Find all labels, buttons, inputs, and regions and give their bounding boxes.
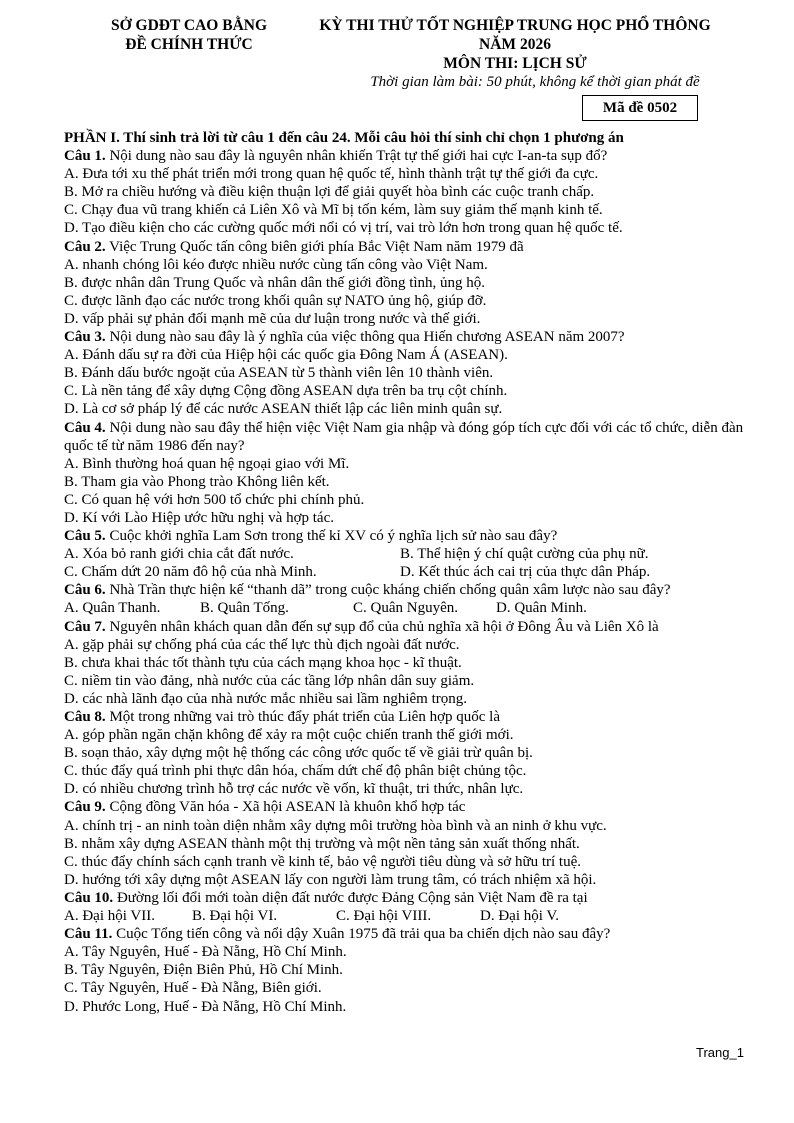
question-text: Nội dung nào sau đây là ý nghĩa của việc thông qua Hiến chương ASEAN năm 2007? <box>105 329 625 346</box>
exam-subject: MÔN THI: LỊCH SỬ <box>443 55 587 72</box>
exam-title: KỲ THI THỬ TỐT NGHIỆP TRUNG HỌC PHỔ THÔNG <box>319 17 711 34</box>
option: C. Tây Nguyên, Huế - Đà Nẵng, Biên giới. <box>64 980 322 997</box>
question-number: Câu 3. <box>64 329 106 346</box>
option: D. Phước Long, Huế - Đà Nẵng, Hồ Chí Minh. <box>64 998 347 1015</box>
option: A. Đánh dấu sự ra đời của Hiệp hội các quốc gia Đông Nam Á (ASEAN). <box>64 347 508 364</box>
option: B. Thể hiện ý chí quật cường của phụ nữ. <box>400 546 649 563</box>
option: A. Quân Thanh. <box>64 600 161 617</box>
question <box>64 581 754 599</box>
option: C. Là nền tảng để xây dựng Cộng đồng ASEAN dựa trên ba trụ cột chính. <box>64 383 508 400</box>
question <box>64 889 754 907</box>
question-text: Cuộc Tổng tiến công và nổi dậy Xuân 1975 đã trải qua ba chiến dịch nào sau đây? <box>112 926 611 943</box>
option: D. Tạo điều kiện cho các cường quốc mới nổi có vị trí, vai trò lớn hơn trong quan hệ quốc tế. <box>64 220 623 237</box>
question <box>64 419 754 455</box>
question <box>64 798 754 816</box>
official-label: ĐỀ CHÍNH THỨC <box>125 36 253 53</box>
question-text: Nhà Trần thực hiện kế “thanh dã” trong cuộc kháng chiến chống quân xâm lược nào sau đây? <box>105 582 671 599</box>
option: C. Có quan hệ với hơn 500 tổ chức phi chính phủ. <box>64 491 365 508</box>
question-number: Câu 7. <box>64 618 106 635</box>
option-row <box>64 907 754 925</box>
option: A. Bình thường hoá quan hệ ngoại giao với Mĩ. <box>64 455 350 472</box>
question <box>64 328 754 346</box>
option: D. các nhà lãnh đạo của nhà nước mắc nhiều sai lầm nghiêm trọng. <box>64 690 468 707</box>
question-text: Một trong những vai trò thúc đẩy phát triển của Liên hợp quốc là <box>105 709 500 725</box>
option: B. Đánh dấu bước ngoặt của ASEAN từ 5 thành viên lên 10 thành viên. <box>64 365 494 382</box>
exam-year: NĂM 2026 <box>479 36 551 53</box>
question <box>64 147 754 165</box>
question-text: Cuộc khởi nghĩa Lam Sơn trong thế kỉ XV có ý nghĩa lịch sử nào sau đây? <box>105 528 558 545</box>
option: B. Tham gia vào Phong trào Không liên kết. <box>64 473 330 490</box>
option: D. Kí với Lào Hiệp ước hữu nghị và hợp tác. <box>64 509 334 526</box>
option: D. có nhiều chương trình hỗ trợ các nước về vốn, kĩ thuật, tri thức, nhân lực. <box>64 781 524 798</box>
option: B. Quân Tống. <box>200 600 289 617</box>
department-name: SỞ GDĐT CAO BẰNG <box>110 17 268 34</box>
exam-body <box>64 129 754 1016</box>
option: C. Chạy đua vũ trang khiến cả Liên Xô và Mĩ bị tốn kém, làm suy giảm thế mạnh kinh tế. <box>64 202 603 219</box>
option: B. chưa khai thác tốt thành tựu của cách mạng khoa học - kĩ thuật. <box>64 654 462 671</box>
question-number: Câu 2. <box>64 238 106 255</box>
option: D. vấp phải sự phản đối mạnh mẽ của dư luận trong nước và thế giới. <box>64 310 481 327</box>
option: B. được nhân dân Trung Quốc và nhân dân thế giới đồng tình, ủng hộ. <box>64 274 486 291</box>
question-number: Câu 1. <box>64 148 106 165</box>
option: A. Đưa tới xu thế phát triển mới trong quan hệ quốc tế, hình thành trật tự thế giới đa cực. <box>64 166 599 183</box>
part-heading: PHẦN I. Thí sinh trả lời từ câu 1 đến câu 24. Mỗi câu hỏi thí sinh chỉ chọn 1 phương án <box>64 130 624 146</box>
option: A. Xóa bỏ ranh giới chia cắt đất nước. <box>64 546 294 563</box>
option: D. Quân Minh. <box>496 600 587 617</box>
question-number: Câu 11. <box>64 926 113 943</box>
question-number: Câu 4. <box>64 419 106 436</box>
question-text: Đường lối đổi mới toàn diện đất nước được Đảng Cộng sản Việt Nam đề ra tại <box>113 889 588 906</box>
question-number: Câu 10. <box>64 889 114 906</box>
option-row <box>64 545 754 563</box>
question <box>64 238 754 256</box>
page-number: Trang_1 <box>696 1045 744 1060</box>
question-text: Nội dung nào sau đây là nguyên nhân khiến Trật tự thế giới hai cực I-an-ta sụp đổ? <box>105 148 608 165</box>
question-number: Câu 6. <box>64 582 106 599</box>
option: A. Tây Nguyên, Huế - Đà Nẵng, Hồ Chí Minh. <box>64 944 347 961</box>
option: B. Tây Nguyên, Điện Biên Phủ, Hồ Chí Minh. <box>64 962 343 979</box>
option: B. nhằm xây dựng ASEAN thành một thị trường và một nền tảng sản xuất thống nhất. <box>64 835 580 852</box>
option: C. thúc đẩy chính sách cạnh tranh về kinh tế, bảo vệ người tiêu dùng và sở hữu trí tuệ. <box>64 853 582 870</box>
option: C. Đại hội VIII. <box>336 908 432 925</box>
question-text: Cộng đồng Văn hóa - Xã hội ASEAN là khuôn khổ hợp tác <box>105 799 466 816</box>
question-number: Câu 9. <box>64 799 106 816</box>
exam-time: Thời gian làm bài: 50 phút, không kể thời gian phát đề <box>370 74 700 90</box>
option: D. Đại hội V. <box>480 908 560 925</box>
question <box>64 618 754 636</box>
option-row <box>64 599 754 617</box>
option: A. nhanh chóng lôi kéo được nhiều nước cùng tấn công vào Việt Nam. <box>64 256 488 273</box>
option: D. Là cơ sở pháp lý để các nước ASEAN thiết lập các liên minh quân sự. <box>64 401 503 418</box>
option: D. Kết thúc ách cai trị của thực dân Pháp. <box>400 564 651 581</box>
question <box>64 527 754 545</box>
option: B. soạn thảo, xây dựng một hệ thống các công ước quốc tế về giải trừ quân bị. <box>64 745 533 762</box>
option: C. Chấm dứt 20 năm đô hộ của nhà Minh. <box>64 564 317 581</box>
option: A. Đại hội VII. <box>64 908 155 925</box>
option: A. góp phần ngăn chặn không để xảy ra một cuộc chiến tranh thế giới mới. <box>64 727 514 744</box>
option: C. thúc đẩy quá trình phi thực dân hóa, chấm dứt chế độ phân biệt chủng tộc. <box>64 763 527 780</box>
option: B. Mở ra chiều hướng và điều kiện thuận lợi để giải quyết hòa bình các cuộc tranh chấp. <box>64 184 595 201</box>
option: A. chính trị - an ninh toàn diện nhằm xây dựng môi trường hòa bình và an ninh ở khu vực. <box>64 817 607 834</box>
option: D. hướng tới xây dựng một ASEAN lấy con người làm trung tâm, có trách nhiệm xã hội. <box>64 871 597 888</box>
question-text: Việc Trung Quốc tấn công biên giới phía Bắc Việt Nam năm 1979 đã <box>105 238 524 255</box>
question-number: Câu 5. <box>64 528 106 545</box>
option: B. Đại hội VI. <box>192 908 278 925</box>
option: A. gặp phải sự chống phá của các thế lực thù địch ngoài đất nước. <box>64 636 460 653</box>
question <box>64 708 754 726</box>
option: C. được lãnh đạo các nước trong khối quân sự NATO ủng hộ, giúp đỡ. <box>64 292 487 309</box>
question-text: Nguyên nhân khách quan dẫn đến sự sụp đổ của chủ nghĩa xã hội ở Đông Âu và Liên Xô là <box>105 618 659 635</box>
question-text: Nội dung nào sau đây thể hiện việc Việt Nam gia nhập và đóng góp tích cực đối với các tổ chức, diễn đàn quốc tế từ năm 1986 đến nay? <box>64 419 744 454</box>
question <box>64 925 754 943</box>
question-number: Câu 8. <box>64 709 106 725</box>
exam-code-box: Mã đề 0502 <box>582 95 698 121</box>
option: C. Quân Nguyên. <box>353 600 458 617</box>
header-left <box>64 16 314 54</box>
option: C. niềm tin vào đảng, nhà nước của các tầng lớp nhân dân suy giảm. <box>64 672 475 689</box>
option-row <box>64 563 754 581</box>
header-right <box>300 16 730 92</box>
